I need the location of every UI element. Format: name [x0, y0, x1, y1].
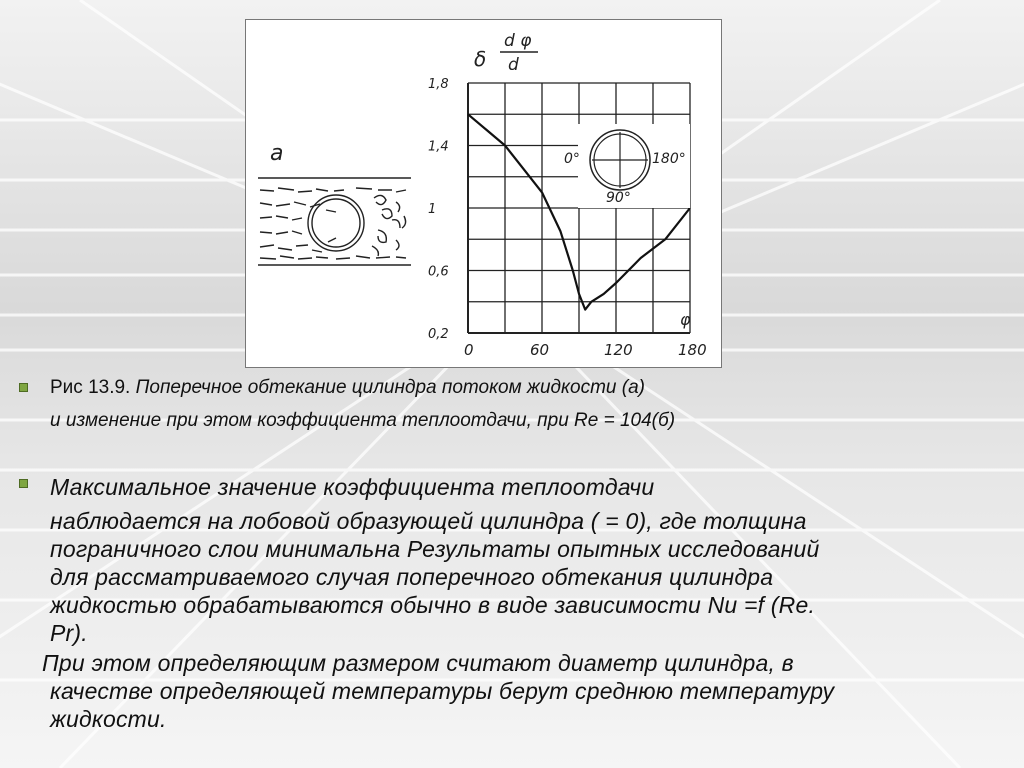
heat-transfer-chart: [428, 77, 707, 359]
flow-sketch: [258, 178, 411, 265]
bullet-caption: [19, 383, 28, 392]
figure-13-9: [245, 19, 722, 368]
ylabel-denominator: d: [508, 55, 519, 75]
x-tick-label: 60: [530, 341, 550, 359]
figure-number: Рис 13.9.: [50, 377, 131, 398]
caption-line-1: [50, 377, 645, 399]
inset-label-180: 180°: [652, 151, 686, 167]
caption-line-2: и изменение при этом коэффициента теплоотдачи, при Re = 104(б): [50, 410, 676, 431]
figure-drawing: [246, 20, 723, 369]
paragraph-line: Pr).: [50, 620, 88, 646]
inset-label-90: 90°: [606, 190, 631, 206]
paragraph-line: жидкости.: [50, 706, 167, 732]
y-tick-label: 0,2: [428, 327, 449, 342]
inset-label-0: 0°: [564, 151, 580, 167]
y-tick-label: 1,8: [428, 77, 449, 92]
x-tick-label: 0: [464, 341, 474, 359]
paragraph-line: качестве определяющей температуры берут среднюю температуру: [50, 678, 835, 704]
paragraph-line: для рассматриваемого случая поперечного обтекания цилиндра: [50, 564, 774, 590]
paragraph-line: наблюдается на лобовой образующей цилиндра ( = 0), где толщина: [50, 508, 807, 534]
caption-text-1: Поперечное обтекание цилиндра потоком жидкости (а): [135, 377, 645, 398]
ylabel-numerator: d φ: [504, 31, 532, 51]
x-axis-symbol: φ: [680, 310, 691, 329]
inset-cylinder: [564, 124, 690, 208]
y-tick-label: 1: [428, 202, 437, 217]
y-tick-label: 1,4: [428, 139, 449, 155]
x-tick-label: 120: [604, 341, 633, 359]
paragraph-line: пограничного слои минимальна Результаты опытных исследований: [50, 536, 820, 562]
paragraph-line: При этом определяющим размером считают диаметр цилиндра, в: [42, 650, 794, 676]
paragraph-line: жидкостью обрабатываются обычно в виде зависимости Nu =f (Re.: [50, 592, 816, 618]
paragraph-line: Максимальное значение коэффициента теплоотдачи: [50, 474, 655, 500]
ylabel-prefix: δ: [474, 47, 487, 71]
x-tick-label: 180: [678, 341, 707, 359]
bullet-paragraph: [19, 479, 28, 488]
y-tick-label: 0,6: [428, 264, 449, 280]
panel-a-label: а: [270, 141, 284, 166]
